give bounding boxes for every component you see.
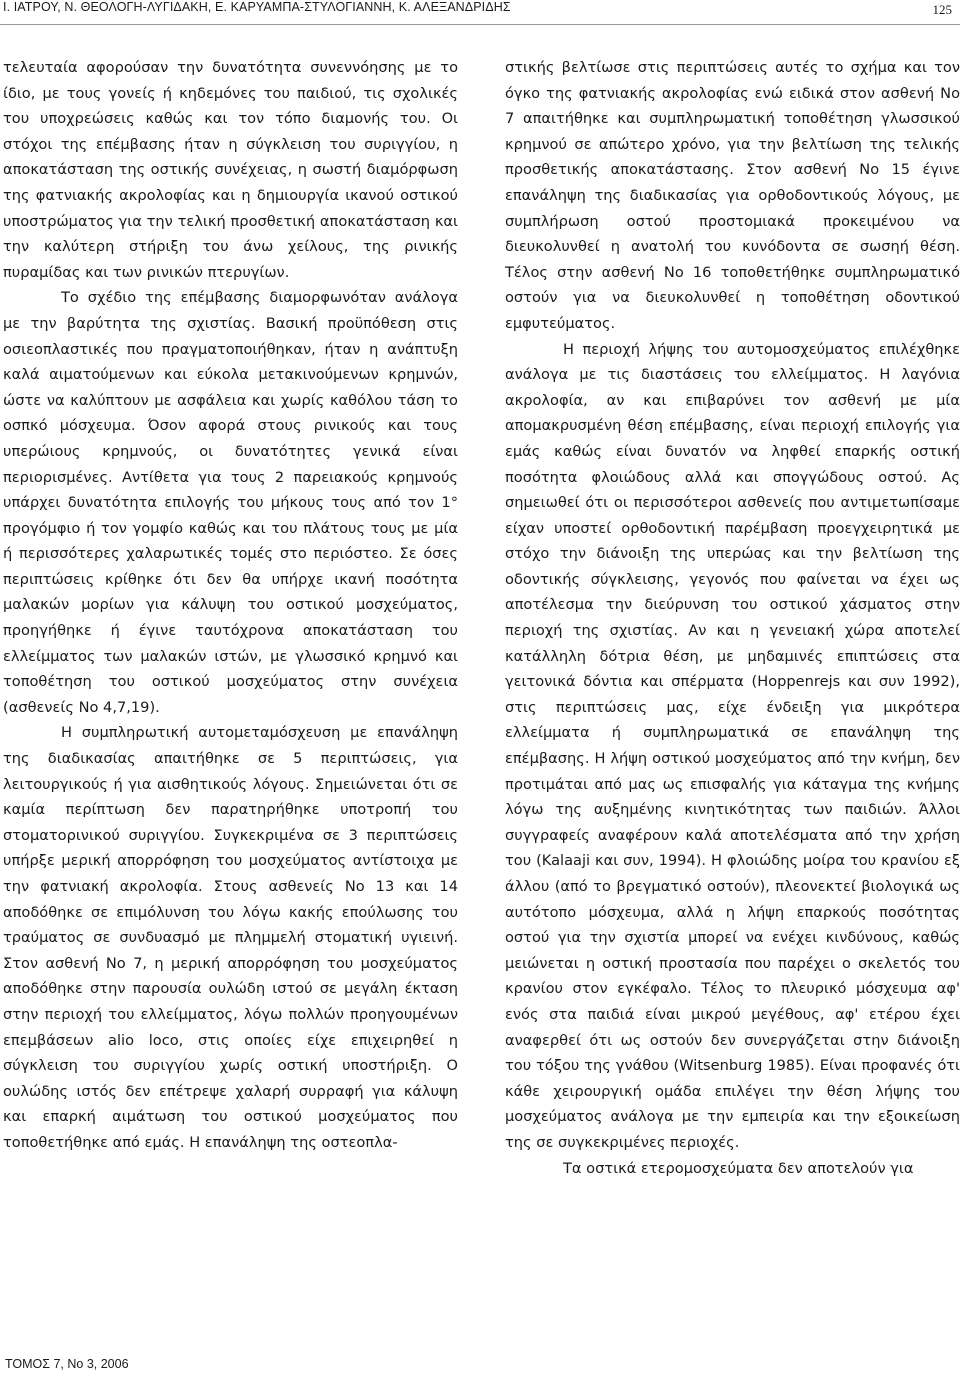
left-paragraph-3: Η συμπληρωτική αυτομεταμόσχευση με επανάληψη της διαδικασίας απαιτήθηκε σε 5 περιπτώσεις, για λειτουργικούς ή για αισθητικούς λόγους. Σημειώνεται ότι σε καμία περίπτωση δεν παρατηρήθηκε υποτροπή του στοματορινικού συριγγίου. Συγκεκριμένα σε 3 περιπτώσεις υπήρξε μερική απορρόφηση του μοσχεύματος αντίστοιχα με την φατνιακή ακρολοφία. Στους ασθενείς Νο 13 και 14 αποδόθηκε σε επιμόλυνση του λόγω κακής επούλωσης του τραύματος σε συνδυασμό με πλημμελή στοματική υγιεινή. Στον ασθενή Νο 7, η μερική απορρόφηση του μοσχεύματος αποδόθηκε στην παρουσία ουλώδη ιστού σε μεγάλη έκταση στην περιοχή του ελλείμματος, λόγω πολλών προηγουμένων επεμβάσεων alio loco, στις οποίες είχε επιχειρηθεί η σύγκλειση του συριγγίου χωρίς οστική υποστήριξη. Ο ουλώδης ιστός δεν επέτρεψε χαλαρή συρραφή για κάλυψη και επαρκή αιμάτωση του οστικού μοσχεύματος που τοποθετήθηκε από εμάς. Η επανάληψη της οστεοπλα- xyxy=(3,724,458,1151)
journal-issue-footer: ΤΟΜΟΣ 7, Νο 3, 2006 xyxy=(5,1357,129,1371)
left-paragraph-1: τελευταία αφορούσαν την δυνατότητα συνεννόησης με το ίδιο, με τους γονείς ή κηδεμόνες του παιδιού, τις σχολικές του υποχρεώσεις καθώς και τον τόπο διαμονής του. Οι στόχοι της επέμβασης ήταν η σύγκλειση του συριγγίου, η αποκατάσταση της οστικής συνέχειας, η σωστή διαμόρφωση της φατνιακής ακρολοφίας και η δημιουργία ικανού οστικού υποστρώματος για την τελική προσθετική αποκατάσταση και την καλύτερη στήριξη του άνω χείλους, της ρινικής πυραμίδας και των ρινικών πτερυγίων. xyxy=(3,59,458,281)
running-header xyxy=(0,0,960,25)
header-authors: Ι. ΙΑΤΡΟΥ, Ν. ΘΕΟΛΟΓΗ-ΛΥΓΙΔΑΚΗ, Ε. ΚΑΡΥΑΜΠΑ-ΣΤΥΛΟΓΙΑΝΝΗ, Κ. ΑΛΕΞΑΝΔΡΙΔΗΣ xyxy=(3,0,511,14)
left-column xyxy=(3,55,458,1156)
left-paragraph-2: Το σχέδιο της επέμβασης διαμορφωνόταν ανάλογα με την βαρύτητα της σχιστίας. Βασική προϋπόθεση στις οσιεοπλαστικές που πραγματοποιήθηκαν, ήταν η ανάπτυξη καλά αιματούμενων και εύκολα μετακινούμενων κρημνών, ώστε να καλύπτουν με ασφάλεια και χωρίς καθόλου τάση το οσπκό μόσχευμα. Όσον αφορά στους ρινικούς και τους υπερώιους κρημνούς, οι δυνατότητες γενικά είναι περιορισμένες. Αντίθετα για τους 2 παρειακούς κρημνούς υπάρχει δυνατότητα επιλογής του μήκους τους από τον 1° προγόμφιο ή τον γομφίο καθώς και του πλάτους τους με μία ή περισσότερες χαλαρωτικές τομές στο περιόστεο. Σε όσες περιπτώσεις κρίθηκε ότι δεν θα υπήρχε ικανή ποσότητα μαλακών μορίων για κάλυψη του οστικού μοσχεύματος, προηγήθηκε ή έγινε ταυτόχρονα αποκατάσταση του ελλείμματος των μαλακών ιστών, με γλωσσικό κρημνό και τοποθέτηση του οστικού μοσχεύματος στην συνέχεια (ασθενείς Νο 4,7,19). xyxy=(3,289,458,716)
right-paragraph-2: Η περιοχή λήψης του αυτομοσχεύματος επιλέχθηκε ανάλογα με τις διαστάσεις του ελλείμματος. Η λαγόνια ακρολοφία, αν και επιβαρύνει τον ασθενή με μία απομακρυσμένη θέση επέμβασης, είναι περιοχή επιλογής για εμάς καθώς είναι δυνατόν να ληφθεί επαρκής οστική ποσότητα φλοιώδους αλλά και σπογγώδους οστού. Ας σημειωθεί ότι οι περισσότεροι ασθενείς που αντιμετωπίσαμε είχαν υποστεί ορθοδοντική παρέμβαση προεγχειρητικά με στόχο την διάνοιξη της υπερώας και την βελτίωση της οδοντικής σύγκλεισης, γεγονός που φαίνεται να έχει ως αποτέλεσμα την διεύρυνση του οστικού χάσματος στην περιοχή της σχιστίας. Αν και η γενειακή χώρα αποτελεί κατάλληλη δότρια θέση, με μηδαμινές επιπτώσεις στα γειτονικά δόντια και σπέρματα (Hoppenrejs και συν 1992), στις περιπτώσεις μας, είχε ένδειξη για μικρότερα ελλείμματα ή συμπληρωματικά σε επανάληψη της επέμβασης. Η λήψη οστικού μοσχεύματος από την κνήμη, δεν προτιμάται από μας ως επισφαλής για κάταγμα της κνήμης λόγω της αυξημένης κινητικότητας των παιδιών. Άλλοι συγγραφείς αναφέρουν καλά αποτελέσματα από την χρήση του (Kalaaji και συν, 1994). Η φλοιώδης μοίρα του κρανίου εξ άλλου (από το βρεγματικό οστούν), πλεονεκτεί βιολογικά ως αυτότοπο μόσχευμα, αλλά η λήψη επαρκούς ποσότητας οστού για την σχιστία μπορεί να ενέχει κινδύνους, καθώς μειώνεται η οστική προστασία που παρέχει ο σκελετός του κρανίου στον εγκέφαλο. Τέλος το πλευρικό μόσχευμα αφ' ενός στα παιδιά είναι μικρού μεγέθους, αφ' ετέρου έχει αναφερθεί ότι ως οστούν δεν συνεργάζεται στην διάνοιξη του τόξου της γνάθου (Witsenburg 1985). Είναι προφανές ότι κάθε χειρουργική ομάδα επιλέγει την θέση λήψης του μοσχεύματος ανάλογα με την εμπειρία και την εξοικείωση της σε συγκεκριμένες περιοχές. xyxy=(505,340,960,1151)
right-paragraph-3: Τα οστικά ετερομοσχεύματα δεν αποτελούν για xyxy=(563,1159,914,1177)
page-number: 125 xyxy=(932,2,952,17)
right-paragraph-1: στικής βελτίωσε στις περιπτώσεις αυτές το σχήμα και τον όγκο της φατνιακής ακρολοφίας ενώ ειδικά στον ασθενή Νο 7 απαιτήθηκε και συμπληρωματική τοποθέτηση γλωσσικού κρημνού σε απώτερο χρόνο, για την βελτίωση της τελικής προσθετικής αποκατάστασης. Στον ασθενή Νο 15 έγινε επανάληψη της διαδικασίας για ορθοδοντικούς λόγους, με συμπλήρωση οστού προστομιακά προκειμένου να διευκολυνθεί η ανατολή του κυνόδοντα σε σωσηή θέση. Τέλος στην ασθενή Νο 16 τοποθετήθηκε συμπληρωματικό οστούν για να διευκολυνθεί η τοποθέτηση οδοντικού εμφυτεύματος. xyxy=(505,59,960,332)
right-column xyxy=(505,55,960,1181)
